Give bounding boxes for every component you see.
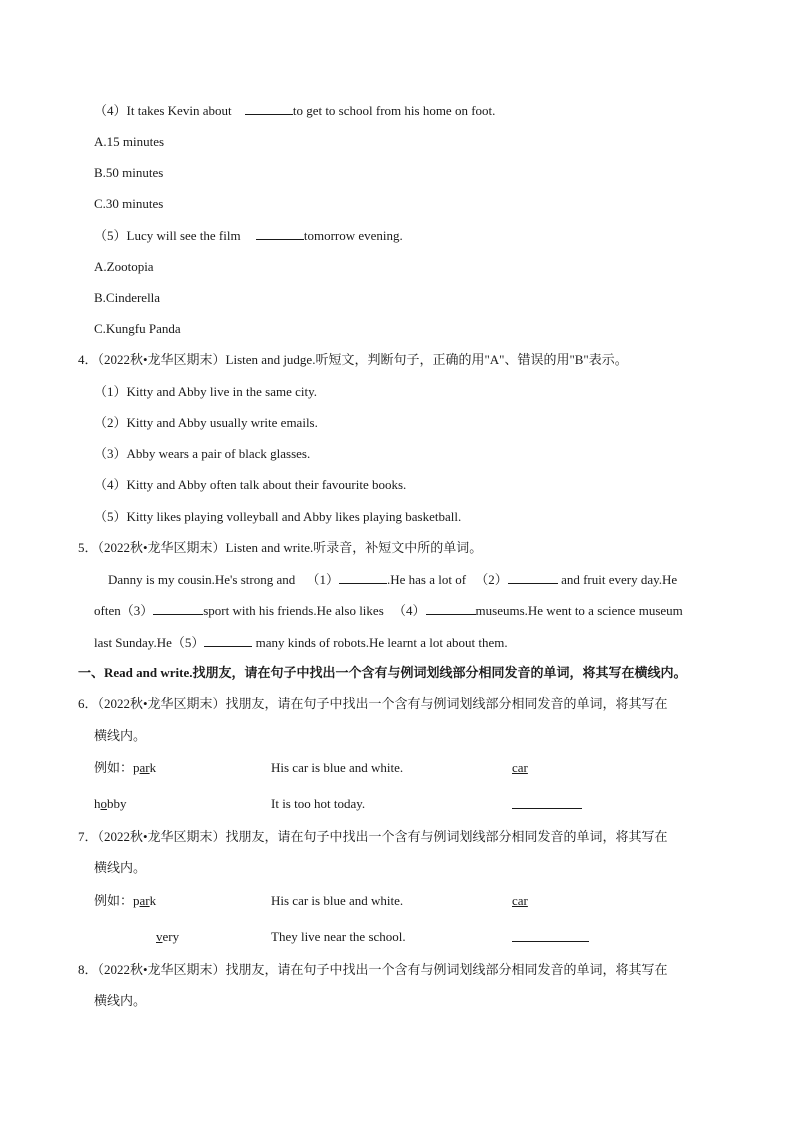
q6-example-answer: car	[512, 760, 528, 775]
q3-option-a[interactable]: A.15 minutes	[94, 134, 165, 149]
q6-example-sentence: His car is blue and white.	[271, 760, 404, 775]
q7-example-word: 例如：park	[94, 893, 157, 908]
q3-option-b[interactable]: B.50 minutes	[94, 165, 164, 180]
q3-option-c[interactable]: C.Kungfu Panda	[94, 321, 181, 336]
q3-option-a[interactable]: A.Zootopia	[94, 259, 154, 274]
q8-header: 8．（2022秋•龙华区期末）找朋友，请在句子中找出一个含有与例词划线部分相同发音的单词，将其写在	[78, 962, 668, 977]
q5-passage-line-2: often（3） sport with his friends.He also likes （4） museums.He went to a science museum	[94, 603, 683, 618]
q3-option-c[interactable]: C.30 minutes	[94, 196, 164, 211]
q6-task-word: hobby	[94, 796, 127, 811]
q7-example-answer: car	[512, 893, 528, 908]
q7-example-sentence: His car is blue and white.	[271, 893, 404, 908]
q3-option-b[interactable]: B.Cinderella	[94, 290, 161, 305]
q4-item: （4）Kitty and Abby often talk about their favourite books.	[94, 477, 407, 492]
answer-blank[interactable]	[245, 102, 293, 115]
q4-item: （1）Kitty and Abby live in the same city.	[94, 384, 318, 399]
q4-header: 4．（2022秋•龙华区期末）Listen and judge.听短文，判断句子，正确的用"A"、错误的用"B"表示。	[78, 352, 628, 367]
q6-header: 6．（2022秋•龙华区期末）找朋友，请在句子中找出一个含有与例词划线部分相同发音的单词，将其写在	[78, 696, 668, 711]
answer-blank-4[interactable]	[426, 602, 476, 615]
q3-item-5: （5）Lucy will see the film tomorrow evening.	[94, 228, 403, 243]
q7-header-cont: 横线内。	[94, 860, 147, 875]
q6-task-sentence: It is too hot today.	[271, 796, 366, 811]
q6-example-word: 例如：park	[94, 760, 157, 775]
q5-passage-line-3: last Sunday.He（5） many kinds of robots.He learnt a lot about them.	[94, 635, 508, 650]
answer-blank-3[interactable]	[153, 602, 203, 615]
q4-item: （3）Abby wears a pair of black glasses.	[94, 446, 311, 461]
q4-item: （5）Kitty likes playing volleyball and Abby likes playing basketball.	[94, 509, 462, 524]
answer-blank-1[interactable]	[339, 571, 387, 584]
q7-task-sentence: They live near the school.	[271, 929, 406, 944]
answer-blank[interactable]	[256, 227, 304, 240]
q7-task-word: very	[156, 929, 180, 944]
q7-answer-blank[interactable]	[512, 929, 589, 946]
section-heading: 一、Read and write.找朋友，请在句子中找出一个含有与例词划线部分相同发音的单词，将其写在横线内。	[78, 665, 687, 680]
q3-item-4: （4）It takes Kevin about to get to school from his home on foot.	[94, 103, 496, 118]
q6-answer-blank[interactable]	[512, 796, 582, 813]
q6-header-cont: 横线内。	[94, 728, 147, 743]
q5-header: 5．（2022秋•龙华区期末）Listen and write.听录音，补短文中所的单词。	[78, 540, 483, 555]
q4-item: （2）Kitty and Abby usually write emails.	[94, 415, 318, 430]
q8-header-cont: 横线内。	[94, 993, 147, 1008]
answer-blank-2[interactable]	[508, 571, 558, 584]
answer-blank-5[interactable]	[204, 634, 252, 647]
q5-passage-line-1: Danny is my cousin.He's strong and （1） .He has a lot of （2） and fruit every day.He	[108, 572, 678, 587]
q7-header: 7．（2022秋•龙华区期末）找朋友，请在句子中找出一个含有与例词划线部分相同发音的单词，将其写在	[78, 829, 668, 844]
